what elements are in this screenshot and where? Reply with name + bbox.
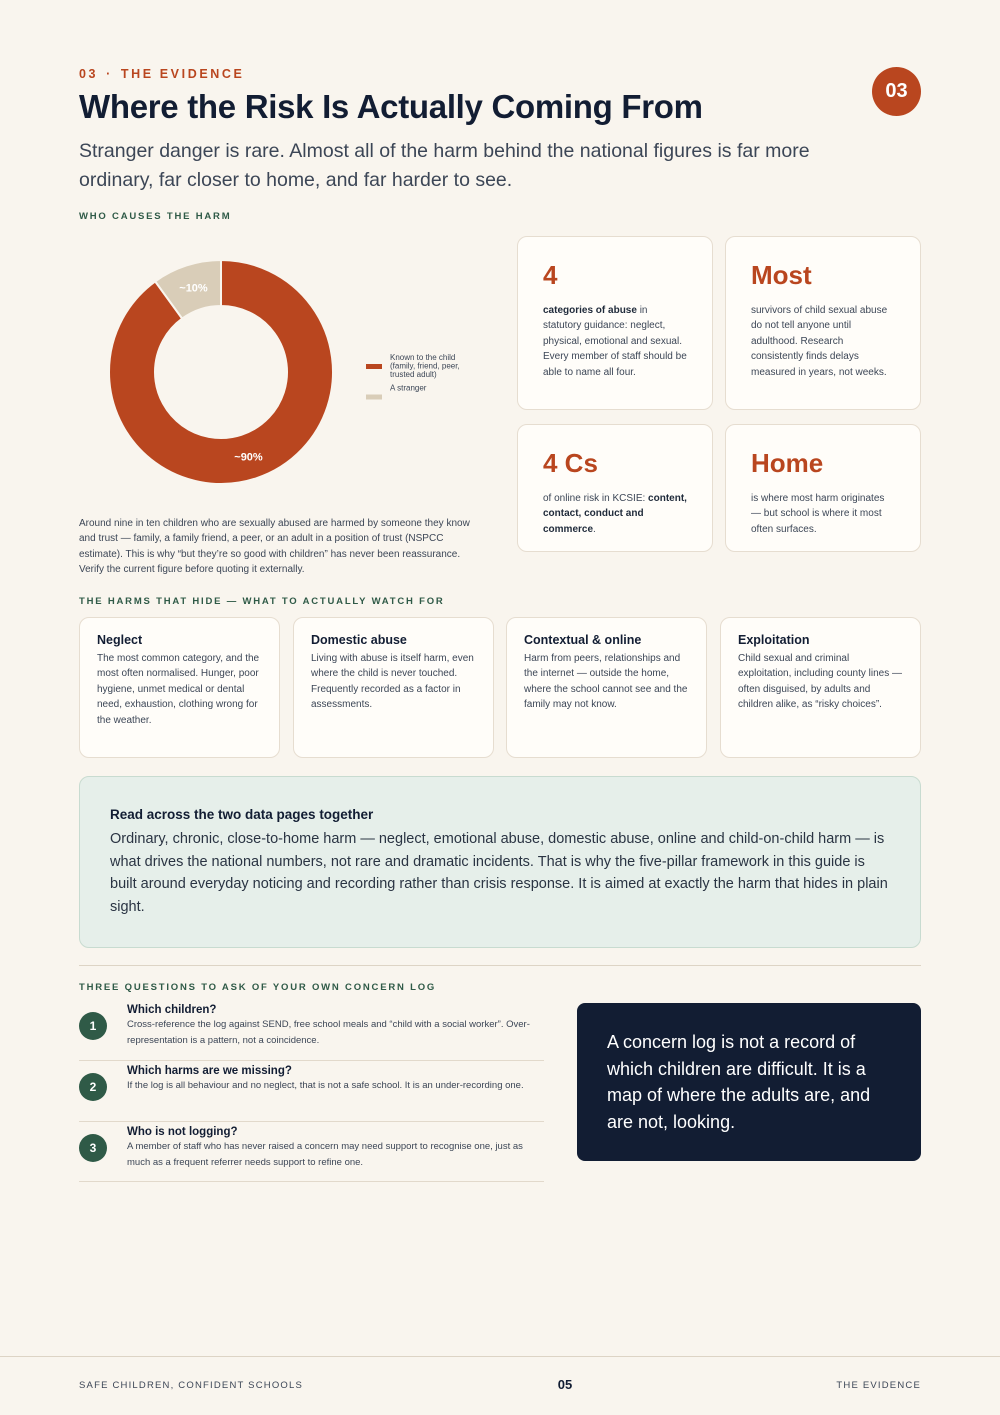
page-subtitle: Stranger danger is rare. Almost all of the harm behind the national figures is far more ordinary, far closer to home, and far harder to see. xyxy=(79,140,810,191)
question-item-3 xyxy=(79,1126,544,1182)
stat-desc: survivors of child sexual abuse do not tell anyone until adulthood. Research consistently finds delays measured in years, not weeks. xyxy=(751,305,888,378)
pull-quote: A concern log is not a record of which children are difficult. It is a map of where the adults are, and are not, looking. xyxy=(577,1003,921,1161)
chart-section-label: WHO CAUSES THE HARM xyxy=(79,211,232,222)
donut-label-0: ~90% xyxy=(234,451,263,464)
question-title: Who is not logging? xyxy=(127,1126,238,1138)
harm-title: Exploitation xyxy=(738,633,810,647)
stat-value: 4 xyxy=(543,260,558,290)
question-item-2 xyxy=(79,1065,544,1122)
footer-publication: SAFE CHILDREN, CONFIDENT SCHOOLS xyxy=(79,1380,304,1391)
harm-desc: Living with abuse is itself harm, even where the child is never touched. Frequently recorded as a factor in assessments. xyxy=(311,653,474,711)
legend-label-1: A stranger xyxy=(390,383,427,393)
chart-note: Around nine in ten children who are sexually abused are harmed by someone they know and trust — family, a family friend, a peer, or an adult in a position of trust (NSPCC estimate). This is why “but they’re so good with children” has never been reassurance. Verify the current figure before quoting it externally. xyxy=(79,518,470,576)
callout-box xyxy=(79,776,921,948)
harm-card-domestic-abuse xyxy=(293,617,494,758)
stat-value: Most xyxy=(751,260,812,290)
stat-desc: of online risk in KCSIE: content, contact, conduct and commerce. xyxy=(543,493,687,535)
callout-title: Read across the two data pages together xyxy=(110,807,374,822)
page-title: Where the Risk Is Actually Coming From xyxy=(79,88,703,125)
question-title: Which harms are we missing? xyxy=(127,1065,292,1077)
stat-card-four-cs xyxy=(517,424,713,552)
stat-card-home xyxy=(725,424,921,552)
question-desc: A member of staff who has never raised a concern may need support to recognise one, just as much as a frequent referrer needs support to refine one. xyxy=(127,1141,523,1168)
callout-body: Ordinary, chronic, close-to-home harm — neglect, emotional abuse, domestic abuse, online and child-on-child harm — is what drives the national numbers, not rare and dramatic incidents. That is why the five-pillar framework in this guide is built around everyday noticing and recording rather than crisis response. It is aimed at exactly the harm that hides in plain sight. xyxy=(110,831,888,915)
stat-desc: categories of abuse in statutory guidance: neglect, physical, emotional and sexual. Every member of staff should be able to name all four. xyxy=(543,305,687,378)
harm-desc: The most common category, and the most often normalised. Hunger, poor hygiene, unmet medical or dental need, exhaustion, clothing wrong for the weather. xyxy=(97,653,260,726)
question-title: Which children? xyxy=(127,1004,217,1016)
stat-desc: is where most harm originates — but school is where it most often surfaces. xyxy=(751,493,885,535)
section-number: 03 xyxy=(79,67,99,81)
stat-value: 4 Cs xyxy=(543,448,598,478)
section-name: THE EVIDENCE xyxy=(120,67,245,81)
legend-label-0: Known to the child (family, friend, peer, trusted adult) xyxy=(390,353,460,379)
question-desc: Cross-reference the log against SEND, free school meals and “child with a social worker”. Over-representation is a pattern, not a coincidence. xyxy=(127,1019,530,1046)
stat-card-most xyxy=(725,236,921,410)
harm-title: Neglect xyxy=(97,633,143,647)
footer-section: THE EVIDENCE xyxy=(836,1380,921,1391)
question-number: 1 xyxy=(79,1012,107,1040)
questions-section-label: THREE QUESTIONS TO ASK OF YOUR OWN CONCERN LOG xyxy=(79,982,437,993)
question-number: 2 xyxy=(79,1073,107,1101)
donut-label-1: ~10% xyxy=(179,282,208,295)
donut-chart xyxy=(100,252,500,492)
harms-section-label: THE HARMS THAT HIDE — WHAT TO ACTUALLY WATCH FOR xyxy=(79,596,445,607)
stat-card-categories xyxy=(517,236,713,410)
question-item-1 xyxy=(79,1004,544,1061)
section-kicker: 03 · THE EVIDENCE xyxy=(79,67,245,81)
legend-swatch-1 xyxy=(366,395,382,400)
legend-swatch-0 xyxy=(366,364,382,369)
harm-title: Contextual & online xyxy=(524,633,642,647)
harm-title: Domestic abuse xyxy=(311,633,407,647)
harm-card-neglect xyxy=(79,617,280,758)
question-desc: If the log is all behaviour and no neglect, that is not a safe school. It is an under-recording one. xyxy=(127,1080,524,1091)
harm-desc: Harm from peers, relationships and the internet — outside the home, where the school cannot see and the family may not know. xyxy=(524,653,688,711)
footer-divider xyxy=(0,1356,1000,1357)
section-badge: 03 xyxy=(872,67,921,116)
divider xyxy=(79,965,921,966)
harm-card-contextual-online xyxy=(506,617,707,758)
page-number: 05 xyxy=(557,1377,573,1392)
question-number: 3 xyxy=(79,1134,107,1162)
stat-value: Home xyxy=(751,448,824,478)
harm-desc: Child sexual and criminal exploitation, including county lines — often disguised, by adults and children alike, as “risky choices”. xyxy=(738,653,902,711)
harm-card-exploitation xyxy=(720,617,921,758)
